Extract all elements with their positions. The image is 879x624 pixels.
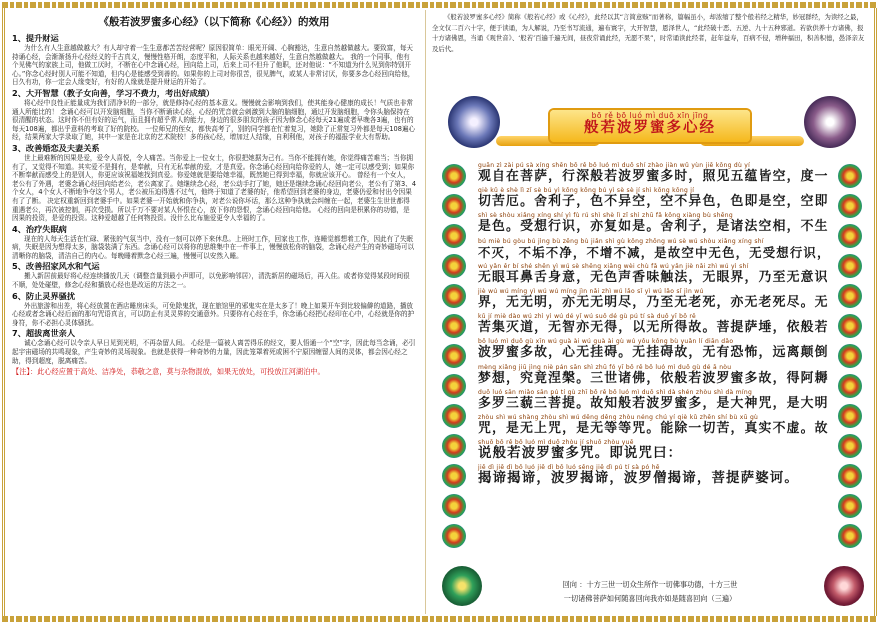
sutra-line (478, 263, 828, 286)
sutra-line-text: 苦集灭道，无智亦无得，以无所得故。菩提萨埵，依般若 (478, 320, 829, 336)
auspicious-symbol-icon (442, 434, 466, 458)
sutra-title-area (432, 94, 868, 154)
effect-heading: 2、大开智慧（教子女向善，学习不费力，考出好成绩） (12, 87, 215, 98)
effect-heading: 3、改善婚恋及夫妻关系 (12, 142, 100, 153)
panel-divider (425, 10, 426, 614)
auspicious-symbol-icon (442, 404, 466, 428)
sutra-line-pinyin: jiē dì jiē dì bō luó jiē dì bō luó sēng jiē dì pú tí sà pó hē (478, 464, 660, 472)
dedication-line-2: 一切诸佛菩萨如何随喜回向我亦如是随喜回向（三遍） (563, 594, 737, 603)
sutra-line (478, 187, 828, 210)
sutra-line (478, 364, 828, 387)
effect-heading: 7、超拔离世亲人 (12, 328, 76, 339)
sutra-line (478, 162, 828, 185)
effect-section (12, 261, 416, 289)
auspicious-symbol-icon (442, 164, 466, 188)
sutra-line (478, 464, 828, 487)
top-border-pattern (2, 2, 877, 8)
auspicious-symbol-icon (838, 494, 862, 518)
effect-section (12, 33, 416, 87)
sutra-line-pinyin: bō luó mì duō gù xīn wú guà ài wú guà ài gù wú yǒu kǒng bù yuǎn lí diān dǎo (478, 338, 734, 346)
auspicious-symbol-icon (838, 374, 862, 398)
effect-section (12, 328, 416, 365)
sutra-line (478, 338, 828, 361)
auspicious-symbol-icon (442, 284, 466, 308)
sutra-intro: 《般若波罗蜜多心经》简称《般若心经》或《心经》，此经以其“言简意赅”而著称，篇幅虽小，却浓缩了整个般若经之精华，妙冠群经，为读经之最，全文仅二百六十字，便于读诵，为人解说，乃至书写流通，遍布寰宇，大开智慧，恩泽世人，“此经破十恶、五逆、九十五种邪道。若欲供养十方诸佛，报十方诸佛恩，当诵《观世音》、‘般若’百遍千遍无间，昼夜常诵此经，无愿不果”，时常诵读此经者，赶年益寿，百病不侵，增种福田，积善积德，愚泽亲友及后代。 (432, 13, 865, 53)
auspicious-symbol-icon (838, 254, 862, 278)
auspicious-symbol-icon (838, 224, 862, 248)
auspicious-symbol-icon (838, 164, 862, 188)
sutra-line-text: 界，无无明，亦无无明尽，乃至无老死，亦无老死尽。无 (478, 294, 829, 310)
effect-section (12, 88, 416, 142)
effects-sections (12, 33, 416, 365)
sutra-title-pinyin: bō rě bō luó mì duō xīn jīng (591, 111, 709, 120)
sutra-line-text: 切苦厄。舍利子，色不异空，空不异色，色即是空，空即 (478, 194, 829, 210)
dedication (432, 578, 868, 606)
sutra-line-text: 梦想，究竟涅槃。三世诸佛，依般若波罗蜜多故，得阿耨 (478, 370, 829, 386)
auspicious-symbol-icon (442, 524, 466, 548)
effect-heading: 5、改善招家风水和气运 (12, 261, 100, 272)
sutra-line-pinyin: bú miè bú gòu bú jìng bù zēng bù jiǎn shì gù kōng zhōng wú sè wú shòu xiǎng xíng shí (478, 237, 764, 245)
auspicious-symbol-icon (838, 314, 862, 338)
auspicious-symbol-icon (442, 374, 466, 398)
effect-text: 搬入新居前最好将心经连续播放几天（调整音量到最小声即可，以免影响邻居），清洗新居的磁场后，再入住。或者你觉得某段时间很不顺，处处碰壁，修念心经和播放心经也是改运的方法之一。 (12, 272, 410, 290)
sutra-line-pinyin: mèng xiǎng jiū jìng niè pán sān shì zhū fó yī bō rě bō luó mì duō gù dé ā nòu (478, 363, 732, 371)
dedication-line-1: 回向 ：十方三世一切众生所作一切佛事功德，十方三世 (562, 580, 738, 589)
sutra-line-pinyin: guān zì zài pú sà xíng shēn bō rě bō luó mì duō shí zhào jiàn wǔ yùn jiē kōng dù yí (478, 162, 751, 169)
effect-heading: 6、防止灵界骚扰 (12, 290, 76, 301)
placement-note: 【注】：此心经应置于高处、洁净处，恭敬之意，莫与杂物混放，如果无放处，可投放江河湖泊中。 (12, 367, 325, 377)
auspicious-symbol-icon (442, 494, 466, 518)
sutra-line-pinyin: shuō bō rě bō luó mì duō zhòu jí shuō zhòu yuē (478, 439, 634, 447)
sutra-title: 般若波罗蜜多心经 (584, 120, 716, 136)
sutra-line-text: 观自在菩萨，行深般若波罗蜜多时，照见五蕴皆空，度一 (478, 169, 829, 184)
auspicious-symbol-icon (838, 344, 862, 368)
sutra-line-text: 咒，是无上咒，是无等等咒。能除一切苦，真实不虚。故 (478, 420, 829, 436)
auspicious-symbol-icon (838, 284, 862, 308)
sutra-line (478, 288, 828, 311)
effect-text: 为什么有人生意越做越大？有人却守着一生生意都苦苦经营呢？原因很简单：眼光开阔、心胸豁达，生意自然越做越大。要致富，每天持诵心经，会渐渐扬升心经经义的千古真义，慢慢性格开朗，态度平和，人际关系也越来越好，生意自然越做越大。 我的一个同事，他有个见佛气的家族上司，他做工厌时，不断在心中念诵心经，回向给上司，后来上司不但升了他职，还对他说：“不知道为什么见到你特别开心。”你念心经时别人可能不知道，但内心是能感受到善的。如果你的上司对你很苦，很见脾气，或某人非常讨厌，你要多念心经回向给他，日久有功，你一定会人缘变好，有好的人缘就是提升财运的开始了。 (12, 44, 415, 87)
sutra-line (478, 237, 831, 261)
sutra-line-text: 不灭，不垢不净，不增不减，是故空中无色，无受想行识， (478, 244, 831, 260)
auspicious-symbol-icon (838, 464, 862, 488)
sutra-line-text: 是色。受想行识，亦复如是。舍利子，是诸法空相，不生 (478, 219, 829, 235)
lotus-medallion-right-icon (804, 96, 856, 148)
auspicious-symbol-icon (838, 524, 862, 548)
sutra-line-text: 揭谛揭谛，波罗揭谛，波罗僧揭谛，菩提萨婆诃。 (478, 470, 799, 487)
sutra-title-banner (550, 110, 750, 142)
effect-text: 将心经中良性正能量成为我们清净识的一部分，就是修持心经的基本意义。慢慢就会影响到我们，使其能身心健康的成长！气质也非常通人所能比的！ 念诵心经可以开发脑细胞，当你不断诵读心经，心经的咒音就会刺激到大脑的脑细胞，通过开发脑细胞，令你头脑保持在很清醒的状态。这时你不但有好的运气，而且拥有超乎常人的能力，身边的很多朋友的孩子因为修念心经每天21遍或者早晚各3遍，也有的每天108遍，都出乎意料的考取了好的院校。 一位师兄的侄女，都快高考了，别的同学都在忙着复习，她除了正常复习外都是每天108遍心经，结果两家大学录取了她，其中一家是在北京的艺术院校！多的孩心经，增加过人结缘，自利利他，对孩子的福报学业大有帮助。 (12, 98, 416, 142)
effects-title: 《般若波罗蜜多心经》（以下简称《心经》）的效用 (98, 16, 330, 28)
sutra-panel (432, 12, 868, 612)
sutra-line-text: 说般若波罗蜜多咒。即说咒曰： (478, 445, 683, 462)
bottom-border-pattern (2, 616, 877, 622)
auspicious-symbol-icon (838, 194, 862, 218)
effect-text: 世上最难断的因果是爱，爱令人喜悦，令人痛苦。当你爱上一位女士，你很把她据为己有。当你不能拥有她，你觉得痛苦难当；当你拥有了，又觉得不知道。其实爱不是拥有，是奉献，只有无私奉献的爱，才是真爱。你念诵心经回向给你爱的人，她一定可以感受到；如果你不断奉献而感受上的是别人，你更应该祝福她找到真爱。你爱她就是要给她幸福，既然她已得到幸福，你就应该开心。 曾经有一个女人，老公有了外遇，老婆念诵心经回向给老公，老公离家了。她继续念心经，老公动手打了她，她还是继续念诵心经回向老公，老公有了第3、4个女人，4个女人不断地争夺这个男人，老公被压迫得透不过气，他终于知道了老婆的好，他希望回到老婆的身边，老婆仍爱和付出令因果有了了断。 决定权重新回到老婆手中。如果老婆一开始就和你争执，对老公说你坏话，那么这种争执就会纠缠在一起，老婆生生世世都得重遇老公，再次被控制，再次受损。所以千万不要对某人怀恨在心，放下你的怨恨，念诵心经回向给他。 心经的回向是积累你的功德，是因果的投资，是爱的投资。这种爱超越了任何物投资。没什么比布施爱更令人幸福的了。 (12, 153, 416, 223)
lotus-medallion-left-icon (448, 96, 500, 148)
sutra-line-pinyin: qiè kǔ è shè lì zǐ sè bú yì kōng kōng bú yì sè sè jí shì kōng kōng jí (478, 187, 695, 195)
sutra-line-pinyin: jiè wú wú míng yì wú wú míng jìn nǎi zhì wú lǎo sǐ yì wú lǎo sǐ jìn wú (478, 287, 704, 295)
effect-text: 现在的人每天生活在忙碌、紧张的气氛当中，没有一刻可以停下来休息。上班时工作，回家也工作，连睡觉都想着工作，因此有了失眠病，失眠是因为想得太多，脑袋装满了东西。念诵心经可以将你的思维集中在一件事上，慢慢放松你的脑袋，念诵心经产生的奇妙磁场可以清晰你的脑袋，清洁自己的内心。每晚睡着默念心经三遍，慢慢可以安然入睡。 (12, 234, 415, 260)
auspicious-symbol-icon (442, 194, 466, 218)
sutra-line-text: 无眼耳鼻舌身意，无色声香味触法，无眼界，乃至无意识 (478, 269, 829, 285)
sutra-line-pinyin: zhòu shì wú shàng zhòu shì wú děng děng zhòu néng chú yí qiè kǔ zhēn shí bù xū gù (478, 413, 759, 421)
auspicious-symbol-icon (442, 314, 466, 338)
sutra-line (478, 389, 828, 412)
effect-section (12, 291, 416, 328)
auspicious-symbol-icon (442, 344, 466, 368)
effect-section (12, 224, 416, 261)
effect-section (12, 143, 416, 223)
sutra-line-pinyin: duō luó sān miǎo sān pú tí gù zhī bō rě bō luó mì duō shì dà shén zhòu shì dà míng (478, 388, 753, 396)
auspicious-symbol-icon (442, 254, 466, 278)
sutra-line-pinyin: wú yǎn ěr bí shé shēn yì wú sè shēng xiāng wèi chù fǎ wú yǎn jiè nǎi zhì wú yì shí (478, 262, 749, 270)
effect-heading: 4、治疗失眠病 (12, 223, 67, 234)
sutra-line (478, 439, 828, 462)
sutra-line (478, 212, 828, 235)
sutra-line-pinyin: kǔ jí miè dào wú zhì yì wú dé yǐ wú suǒ dé gù pú tí sà duǒ yī bō rě (478, 313, 697, 321)
sutra-line (478, 313, 828, 336)
effect-text: 外出旅游和出差，将心经放置在酒店睡房床头，可免除鬼扰，现在旅馆里的邪鬼实在是太多了！晚上如果开车到比较偏僻的道路，播放心经或者念诵心经后面的那句咒语真言，可以防止有灵灵界的交通意外。只要你有心经在手，你念诵心经把心经印在心中，心经就是你的护身符，你不必担心灵体骚扰。 (12, 301, 415, 327)
sutra-line-text: 波罗蜜多故，心无挂碍。无挂碍故，无有恐怖，远离颠倒 (478, 345, 829, 361)
sutra-text (478, 162, 831, 489)
effects-panel (12, 12, 416, 612)
effect-text: 诚心念诵心经可以令亲人早日见到光明，不再杂留人间。 心经是一篇被人离苦得乐的经文，要人悟通一个“空”字，因此每当念诵，必引起宇宙磁场的共鸣现象，产生奇妙的灵场现象。也就是获得一种奇妙的力量，因此笼罩着死或困不宁原因缠留人间的灵体，都会因心经之助，得到超度，脱离痛苦。 (12, 339, 416, 365)
auspicious-symbol-icon (838, 404, 862, 428)
sutra-line (478, 414, 828, 437)
sutra-line-text: 多罗三藐三菩提。故知般若波罗蜜多，是大神咒，是大明 (478, 395, 829, 411)
auspicious-symbol-icon (442, 464, 466, 488)
auspicious-symbol-icon (442, 224, 466, 248)
auspicious-symbol-icon (838, 434, 862, 458)
sutra-line-pinyin: shì sè shòu xiǎng xíng shí yì fù rú shì shè lì zǐ shì zhū fǎ kōng xiàng bù shēng (478, 212, 733, 220)
effect-heading: 1、提升财运 (12, 33, 59, 43)
